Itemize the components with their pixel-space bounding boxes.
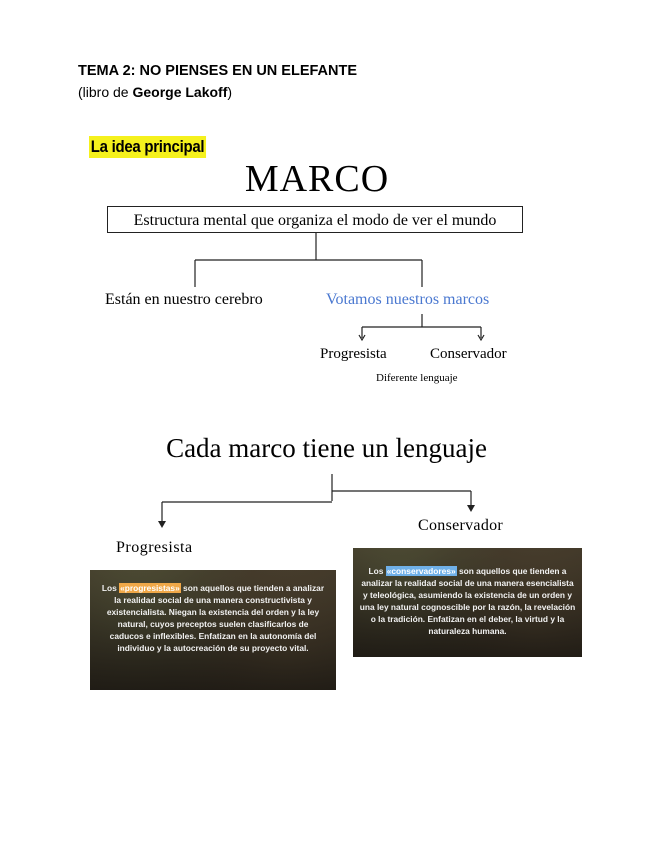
arrow2-left-head: [158, 521, 166, 528]
vote-frames-label: Votamos nuestros marcos: [326, 291, 490, 308]
conservative-label: Conservador: [430, 346, 507, 362]
progresistas-keyword: «progresistas»: [120, 583, 180, 593]
progressive-label: Progresista: [320, 346, 387, 362]
conservative-branch-label: Conservador: [418, 517, 504, 534]
document-title: TEMA 2: NO PIENSES EN UN ELEFANTE: [78, 63, 358, 79]
card-right-pre: Los: [368, 566, 386, 576]
definition-box: Estructura mental que organiza el modo de ver el mundo: [107, 206, 523, 233]
card-right-text: son aquellos que tienden a analizar la realidad social de una manera esencialista y teleológica, asumiendo la existencia de un orden y una ley natural cognoscible por la razón, la revelación o la tradición. Enfatizan en el deber, la virtud y la naturaleza humana.: [359, 566, 576, 636]
concept-heading: MARCO: [244, 158, 390, 200]
frame-language-heading: Cada marco tiene un lenguaje: [166, 433, 487, 463]
progressive-definition-card: [90, 570, 336, 690]
card-left-text: son aquellos que tienden a analizar la realidad social de una manera constructivista y existencialista. Niegan la existencia del orden y la ley natural, cuyos preceptos suelen clasificarlos de caducos e inflexibles. Enfatizan en la autonomía del individuo y la autocreación de su proyecto vital.: [106, 583, 325, 653]
arrow2-right-head: [467, 505, 475, 512]
progressive-branch-label: Progresista: [116, 539, 193, 556]
card-left-pre: Los: [101, 583, 120, 593]
different-language-note: Diferente lenguaje: [376, 372, 458, 384]
subtitle-prefix: (libro de: [78, 84, 133, 100]
author-name: George Lakoff: [132, 84, 228, 100]
subtitle-suffix: ): [227, 84, 233, 100]
main-idea-highlight: La idea principal: [90, 137, 205, 156]
conservadores-keyword: «conservadores»: [386, 566, 456, 576]
conservative-definition-card: [353, 548, 582, 657]
brain-label: Están en nuestro cerebro: [105, 291, 263, 308]
